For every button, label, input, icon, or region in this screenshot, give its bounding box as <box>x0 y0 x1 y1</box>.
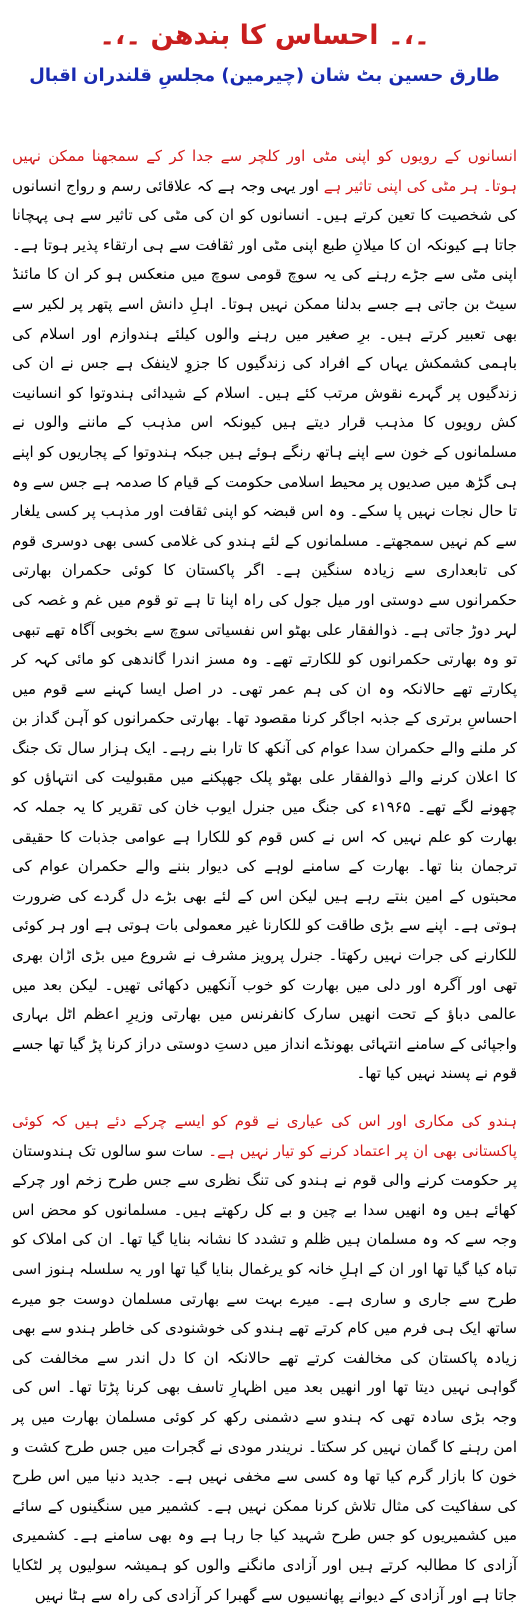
paragraph-2-lead: ہندو کی مکاری اور اس کی عیاری نے قوم کو ایسے چرکے دئے ہیں کہ کوئی پاکستانی بھی ان پر اعتماد کرنے کو تیار نہیں ہے۔ <box>12 1112 518 1160</box>
paragraph-2 <box>12 1107 517 1610</box>
article-title: ۔،۔ احساس کا بندھن ۔،۔ <box>99 20 430 51</box>
paragraph-1-lead: انسانوں کے رویوں کو اپنی مٹی اور کلچر سے جدا کر کے سمجھنا ممکن نہیں ہوتا۔ ہر مٹی کی اپنی تاثیر ہے <box>12 147 517 195</box>
paragraph-1 <box>12 142 517 1089</box>
paragraph-1-rest: اور یہی وجہ ہے کہ علاقائی رسم و رواج انسانوں کی شخصیت کا تعین کرتے ہیں۔ انسانوں کو ان کی مٹی کی تاثیر سے ہی پہچانا جاتا ہے کیونکہ ان کا میلانِ طبع اپنی مٹی اور ثقافت سے ہی ارتقاء پذیر ہوتا ہے۔ اپنی مٹی سے جڑے رہنے کی یہ سوچ قومی سوچ میں منعکس ہو کر ان کا مائنڈ سیٹ بن جاتی ہے جسے بدلنا ممکن نہیں ہوتا۔ اہلِ دانش اسے پتھر پر لکیر سے بھی تعبیر کرتے ہیں۔ برِ صغیر میں رہنے والوں کیلئے ہندوازم اور اسلام کی باہمی کشمکش یہاں کے افراد کی زندگیوں کا جزوِ لاینفک ہے جس نے ان کی زندگیوں پر گہرے نقوش مرتب کئے ہیں۔ اسلام کے شیدائی ہندوتوا کو انسانیت کش رویوں کا مذہب قرار دیتے ہیں کیونکہ اس مذہب کے ماننے والوں نے مسلمانوں کے خون سے اپنے ہاتھ رنگے ہوئے ہیں جبکہ ہندوتوا کے پجاریوں کو اپنے ہی گڑھ میں صدیوں پر محیط اسلامی حکومت کے قیام کا صدمہ ہے جس سے وہ تا حال نجات نہیں پا سکے۔ وہ اس قبضہ کو اپنی ثقافت اور مذہب پر کسی یلغار سے کم نہیں سمجھتے۔ مسلمانوں کے لئے ہندو کی غلامی کسی بھی دوسری قوم کی تابعداری سے زیادہ سنگین ہے۔ اگر پاکستان کا کوئی حکمران بھارتی حکمرانوں سے دوستی اور میل جول کی راہ اپنا تا ہے تو قوم میں غم و غصہ کی لہر دوڑ جاتی ہے۔ ذوالفقار علی بھٹو اس نفسیاتی سوچ سے بخوبی آگاہ تھے تبھی تو وہ بھارتی حکمرانوں کو للکارتے تھے۔ وہ مسز اندرا گاندھی کو مائی کہہ کر پکارتے تھے حالانکہ وہ ان کی ہم عمر تھی۔ در اصل ایسا کہنے سے قوم میں احساسِ برتری کے جذبہ اجاگر کرنا مقصود تھا۔ بھارتی حکمرانوں کو آہن گداز بن کر ملنے والے حکمران سدا عوام کی آنکھ کا تارا بنے رہے۔ ایک ہزار سال تک جنگ کا اعلان کرنے والے ذوالفقار علی بھٹو پلک جھپکنے میں مقبولیت کی انتہاؤں کو چھونے لگے تھے۔ ۱۹۶۵ء کی جنگ میں جنرل ایوب خان کی تقریر کا یہ جملہ کہ بھارت کو علم نہیں کہ اس نے کس قوم کو للکارا ہے عوامی جذبات کا حقیقی ترجمان بنا تھا۔ بھارت کے سامنے لوہے کی دیوار بننے والے حکمران عوام کی محبتوں کے امین بنتے رہے ہیں لیکن اس کے لئے بھی بڑے دل گردے کی ضرورت ہوتی ہے۔ اپنے سے بڑی طاقت کو للکارنا غیر معمولی بات ہوتی ہے اور ہر کوئی للکارنے کی جرات نہیں رکھتا۔ جنرل پرویز مشرف نے شروع میں بڑی اڑان بھری تھی اور آگرہ اور دلی میں بھارت کو خوب آنکھیں دکھائی تھیں۔ لیکن بعد میں عالمی دباؤ کے تحت انھیں سارک کانفرنس میں بھارتی وزیرِ اعظم اٹل بہاری واجپائی کے سامنے انتہائی بھونڈے انداز میں دستِ دوستی دراز کرنا پڑ گیا تھا جسے قوم نے پسند نہیں کیا تھا۔ <box>12 176 517 1083</box>
article-byline: طارق حسین بٹ شان (چیرمین) مجلسِ قلندران اقبال <box>29 65 500 86</box>
paragraph-2-rest: سات سو سالوں تک ہندوستان پر حکومت کرنے والی قوم نے ہندو کی تنگ نظری سے جس طرح زخم اور چرکے کھائے ہیں وہ انھیں سدا بے چین و بے کل رکھتے ہیں۔ مسلمانوں کو محض اس وجہ سے کہ وہ مسلمان ہیں ظلم و تشدد کا نشانہ بنایا گیا تھا۔ ان کی املاک کو تباہ کیا گیا تھا اور ان کے اہلِ خانہ کو یرغمال بنایا گیا تھا اور یہ سلسلہ ہنوز اسی طرح سے جاری و ساری ہے۔ میرے بہت سے بھارتی مسلمان دوست جو میرے ساتھ ایک ہی فرم میں کام کرتے تھے ہندو کی خوشنودی کی خاطر ہندو سے بھی زیادہ پاکستان کی مخالفت کرتے تھے حالانکہ ان کا دل اندر سے مخالفت کی گواہی نہیں دیتا تھا اور انھیں بعد میں اظہارِ تاسف بھی کرنا پڑتا تھا۔ اس کی وجہ بڑی سادہ تھی کہ ہندو سے دشمنی رکھ کر کوئی مسلمان بھارت میں پر امن رہنے کا گمان نہیں کر سکتا۔ نریندر مودی نے گجرات میں جس طرح کشت و خون کا بازار گرم کیا تھا وہ کسی سے مخفی نہیں ہے۔ جدید دنیا میں اس طرح کی سفاکیت کی مثال تلاش کرنا ممکن نہیں ہے۔ کشمیر میں سنگینوں کے سائے میں کشمیریوں کو جس طرح شہید کیا جا رہا ہے وہ بھی سامنے ہے۔ کشمیری آزادی کا مطالبہ کرتے ہیں اور آزادی مانگنے والوں کو ہمیشہ سولیوں پر لٹکایا جاتا ہے اور آزادی کے دیوانے پھانسیوں سے گھبرا کر آزادی کی راہ سے ہٹا نہیں <box>12 1141 517 1604</box>
article-body <box>12 142 517 1610</box>
